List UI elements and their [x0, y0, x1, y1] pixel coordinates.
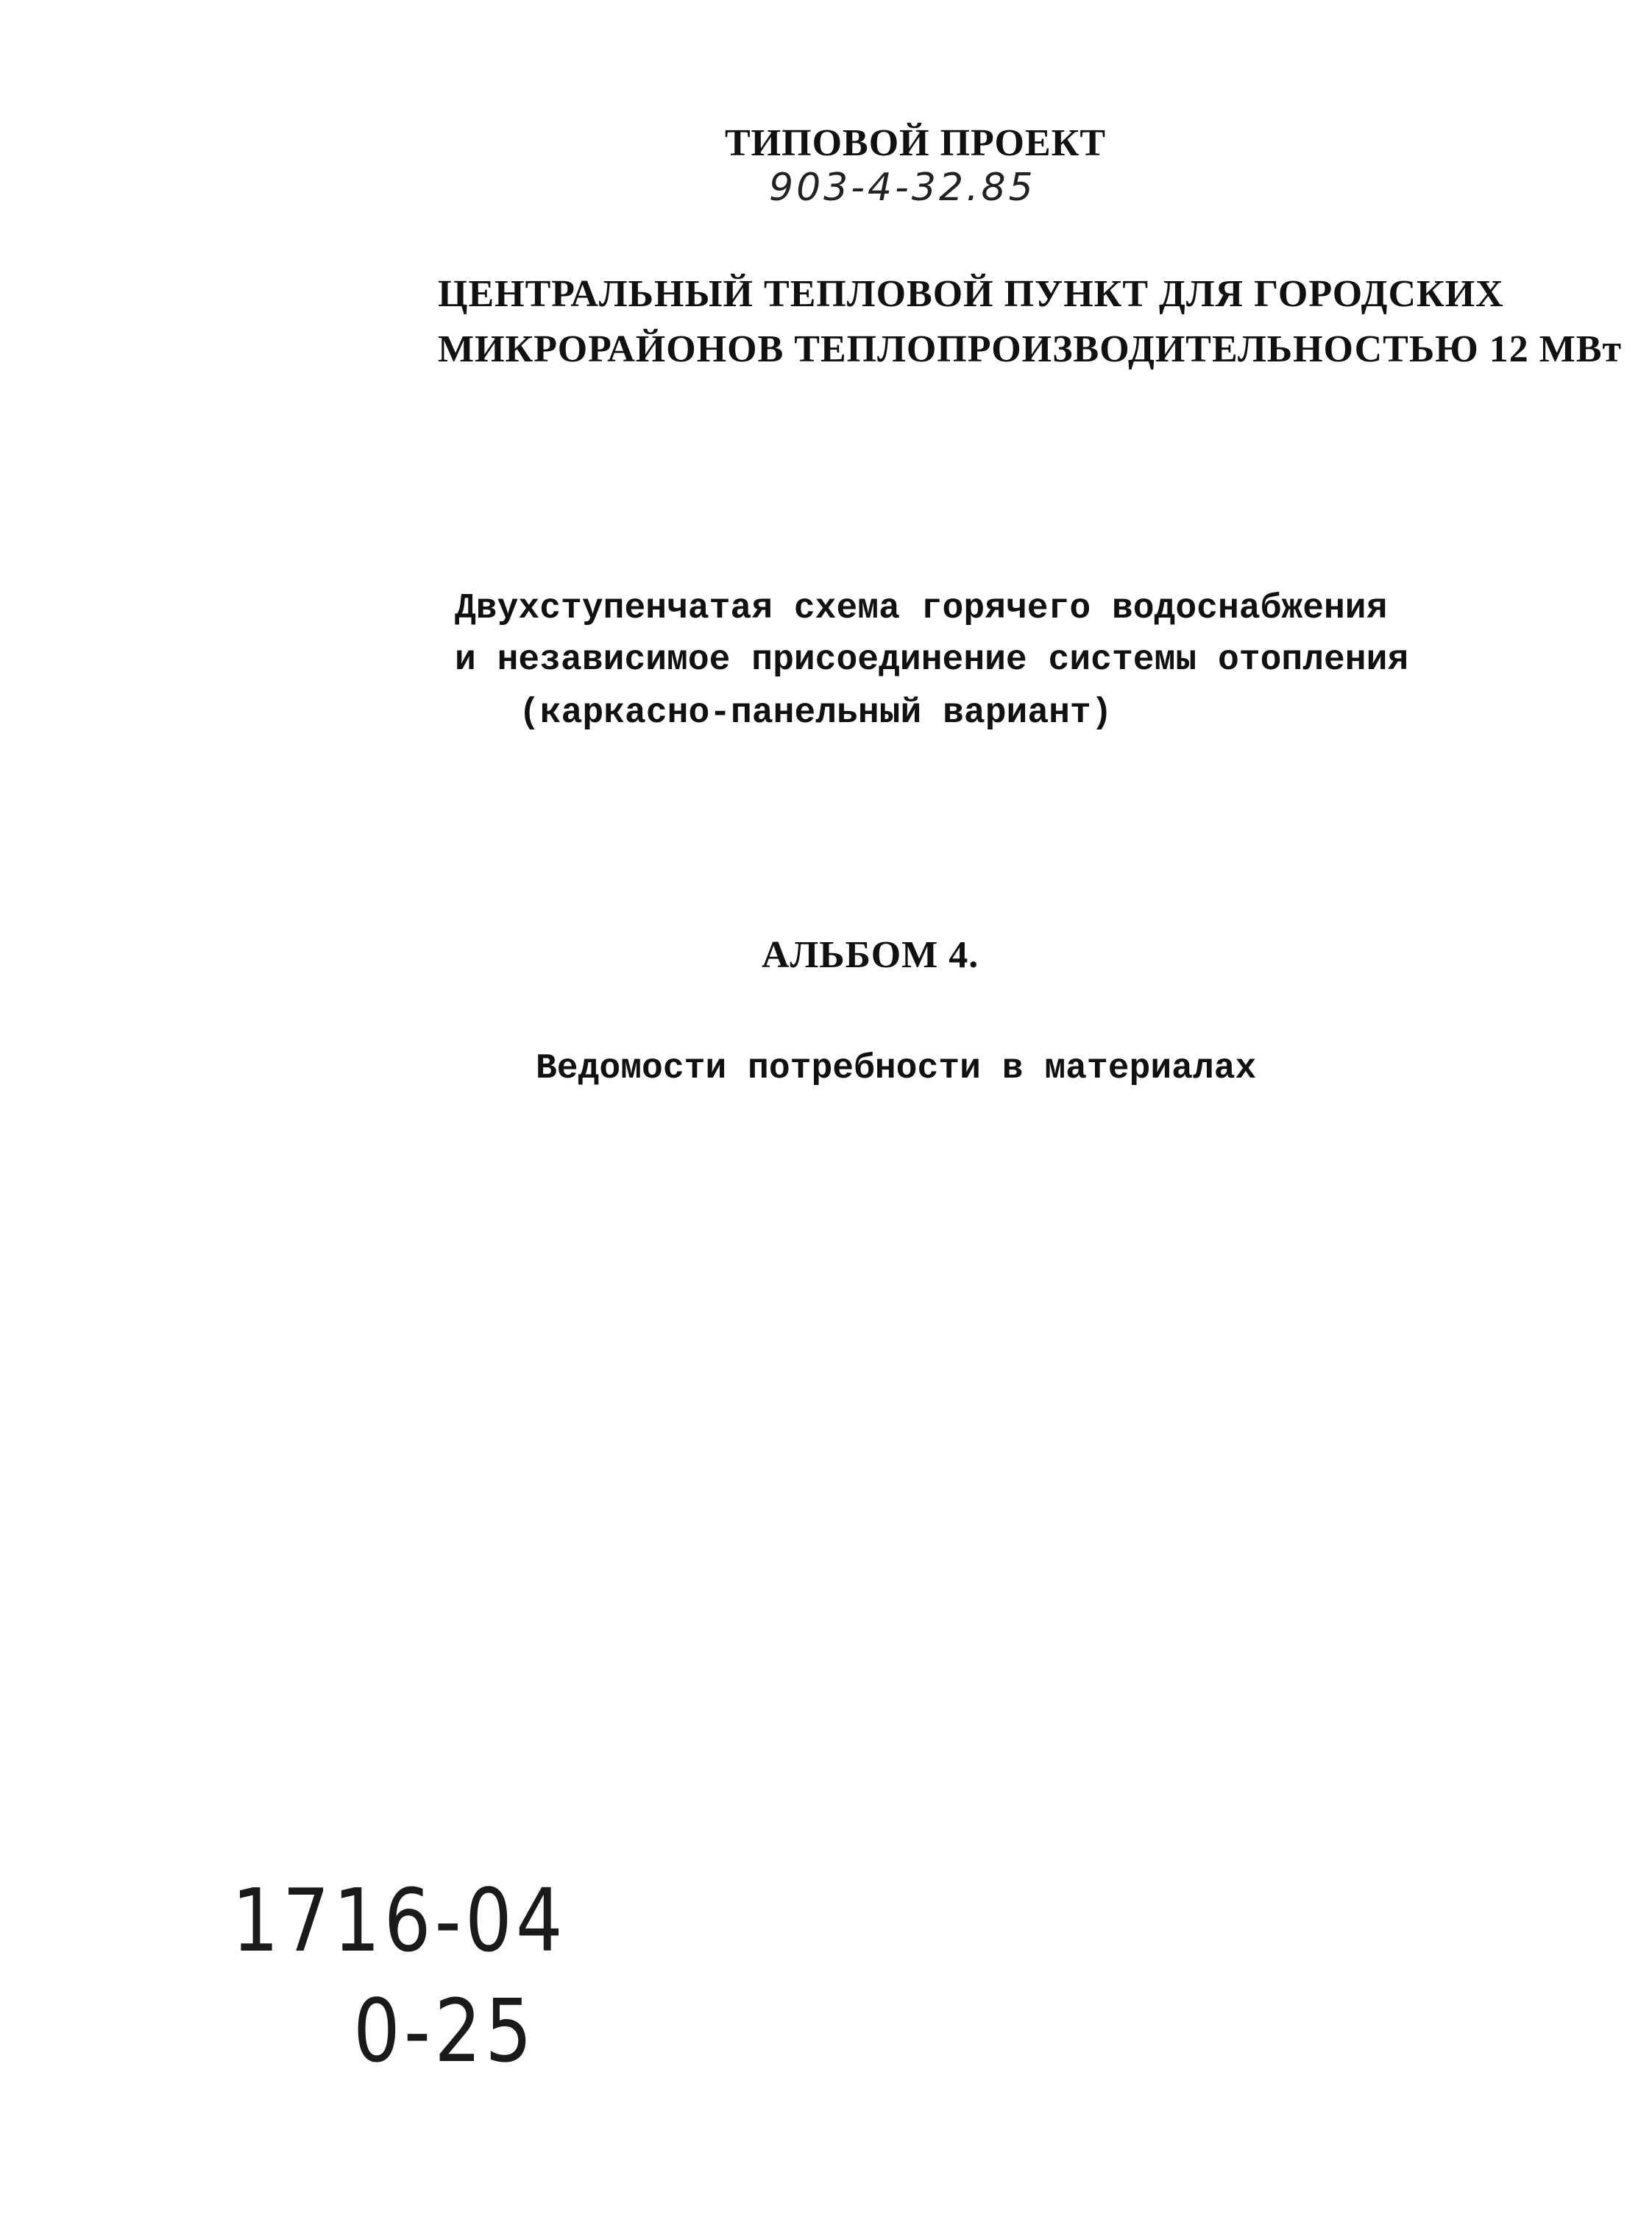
- project-type-heading: ТИПОВОЙ ПРОЕКТ: [725, 122, 1107, 164]
- title-line-2: МИКРОРАЙОНОВ ТЕПЛОПРОИЗВОДИТЕЛЬНОСТЬЮ 12 МВт: [438, 328, 1623, 370]
- album-label: АЛЬБОМ 4.: [762, 934, 979, 976]
- title-line-1: ЦЕНТРАЛЬНЫЙ ТЕПЛОВОЙ ПУНКТ ДЛЯ ГОРОДСКИХ: [438, 273, 1504, 315]
- project-number: 903-4-32.85: [769, 166, 1036, 210]
- album-description: Ведомости потребности в материалах: [536, 1049, 1257, 1089]
- subtitle-line-1: Двухступенчатая схема горячего водоснабжения: [455, 589, 1388, 629]
- subtitle-line-2: и независимое присоединение системы отопления: [455, 640, 1409, 680]
- inventory-number: 1716-04: [232, 1870, 567, 1971]
- inventory-code: 0-25: [353, 1980, 536, 2082]
- subtitle-line-3: (каркасно-панельный вариант): [519, 693, 1113, 733]
